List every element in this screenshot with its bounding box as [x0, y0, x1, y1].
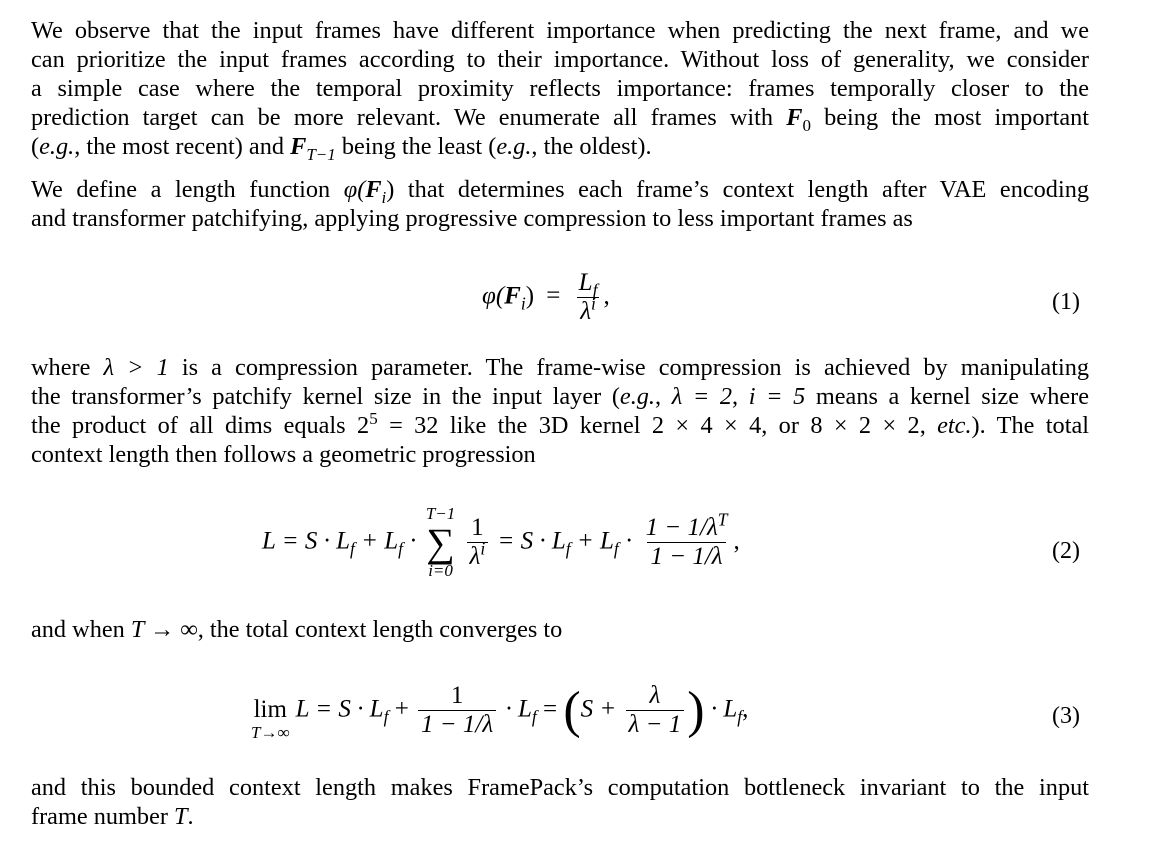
- eq2-summation: [426, 505, 455, 580]
- eq1-F: F: [504, 282, 521, 310]
- eq2-mid: = S · L: [497, 527, 566, 555]
- p2-line-2: and transformer patchifying, applying progressive compression to less important frames as: [31, 205, 913, 232]
- eq3-mid: · L: [505, 695, 532, 723]
- eq3-paren-close: ): [687, 681, 705, 739]
- p3-text: the product of all dims equals: [31, 412, 358, 439]
- p3-text: where: [31, 354, 104, 381]
- eq3-f1-num: 1: [450, 682, 464, 709]
- eg-italic: e.g.: [496, 133, 532, 160]
- math-sub: i: [381, 187, 387, 207]
- eq2-fraction-2: [643, 509, 731, 571]
- p3-text: ,: [655, 383, 672, 410]
- math-kernel: 2 × 4 × 4: [651, 412, 762, 439]
- math-i: i = 5: [748, 383, 806, 410]
- p3-line-3: [31, 408, 1089, 440]
- eq2-sub: f: [613, 538, 619, 559]
- p2-text: that determines each frame’s context length after VAE encoding: [394, 176, 1089, 203]
- p5-line-1: and this bounded context length makes FramePack’s computation bottleneck invariant to the input: [31, 774, 1089, 801]
- eq3-sub: f: [737, 706, 743, 727]
- equation-2-number: (2): [1052, 538, 1080, 564]
- math-F: F: [786, 104, 803, 131]
- equation-3-body: [251, 681, 749, 743]
- equation-3-number: (3): [1052, 703, 1080, 729]
- math-sub: 0: [802, 115, 811, 135]
- eq3-sub: f: [531, 706, 537, 727]
- eq2-f1-den: λ: [469, 543, 481, 571]
- eq2-f1-sup: i: [480, 538, 486, 559]
- eq1-den-sup: i: [591, 293, 596, 314]
- eg-italic: e.g.: [39, 133, 75, 160]
- eq3-fraction-2: [626, 683, 685, 739]
- paragraph-compression: [31, 353, 1089, 469]
- equation-1-body: [482, 270, 610, 326]
- p1-text: (: [31, 133, 40, 160]
- eq3-S-plus: S +: [580, 695, 617, 723]
- eq2-sigma: ∑: [426, 519, 455, 565]
- math-phi: φ(: [343, 176, 366, 203]
- eq1-num-sub: f: [592, 280, 598, 300]
- eq2-plus: + L: [570, 527, 614, 555]
- p1-line-3: a simple case where the temporal proximity reflects importance: frames temporally closer to the: [31, 75, 1089, 102]
- eq3-fraction-1: [418, 683, 496, 739]
- math-sub: T−1: [306, 144, 336, 164]
- eq1-den: λ: [580, 298, 592, 326]
- eq3-plus: +: [388, 695, 409, 723]
- eq2-sub: f: [565, 538, 571, 559]
- math-F: F: [290, 133, 307, 160]
- p1-line-1: We observe that the input frames have different importance when predicting the next frame, and we: [31, 17, 1089, 44]
- eq2-f2-den: 1 − 1/λ: [647, 542, 725, 570]
- eq3-tail: · L: [710, 695, 738, 723]
- p1-line-2: can prioritize the input frames according to their importance. Without loss of generality, we consider: [31, 46, 1089, 73]
- math-kernel: 8 × 2 × 2: [810, 412, 920, 439]
- eq2-sum-bottom: i=0: [428, 560, 453, 580]
- p5-text: .: [187, 803, 194, 830]
- eq3-limit: [251, 696, 290, 741]
- eq2-sub: f: [398, 538, 404, 559]
- paragraph-limit-intro: [31, 615, 1089, 644]
- paragraph-length-function: [31, 175, 1089, 233]
- eq3-paren-open: (: [563, 681, 581, 739]
- eq2-plus: + L: [354, 527, 399, 555]
- eq2-sub: f: [349, 538, 355, 559]
- p3-text: = 32 like the 3D kernel: [377, 412, 652, 439]
- eq1-phi: φ(: [482, 282, 505, 310]
- p3-line-4: context length then follows a geometric progression: [31, 441, 536, 468]
- math-two: 2: [357, 412, 370, 439]
- eq1-num: L: [578, 269, 593, 296]
- math-T: T: [174, 803, 188, 830]
- p1-text: , the oldest).: [531, 133, 652, 160]
- eq3-comma: ,: [742, 695, 749, 723]
- math-sup: 5: [369, 408, 378, 428]
- eq3-f1-den: 1 − 1/λ: [418, 710, 496, 738]
- p4-text: , the total context length converges to: [197, 616, 563, 643]
- eq2-comma: ,: [733, 527, 740, 555]
- paragraph-conclusion: [31, 773, 1089, 831]
- math-lambda: λ = 2: [671, 383, 733, 410]
- eq3-lim: lim: [253, 696, 287, 724]
- eq2-f1-num: 1: [471, 513, 484, 541]
- eq2-lhs: L = S · L: [262, 527, 350, 555]
- equation-2-body: [262, 505, 740, 580]
- p5-line-2: [31, 802, 1089, 831]
- eq2-f2-num: 1 − 1/λ: [645, 513, 718, 541]
- eq1-fraction: [576, 270, 601, 326]
- math-paren: ): [386, 176, 395, 203]
- p1-text: , the most recent) and: [74, 133, 291, 160]
- etc-italic: etc.: [937, 412, 972, 439]
- p2-text: We define a length function: [31, 176, 344, 203]
- eq3-f2-den: λ − 1: [626, 710, 685, 738]
- p3-line-1: [31, 353, 1089, 382]
- eq3-lim-sub: T→∞: [251, 723, 290, 743]
- p4-line-1: [31, 615, 1089, 644]
- math-lambda: λ > 1: [103, 354, 169, 381]
- equation-1-number: (1): [1052, 289, 1080, 315]
- p3-text: ). The total: [971, 412, 1089, 439]
- p1-line-5: [31, 132, 1089, 164]
- eq3-equals: =: [536, 695, 558, 723]
- eq2-dot: ·: [618, 527, 634, 555]
- eq2-dot: ·: [403, 527, 418, 555]
- p3-text: the transformer’s patchify kernel size in the input layer (: [31, 383, 620, 410]
- p3-text: is a compression parameter. The frame-wise compression is achieved by manipulating: [168, 354, 1089, 381]
- p5-text: frame number: [31, 803, 175, 830]
- eq2-sum-top: T−1: [425, 504, 456, 523]
- p3-text: , or: [761, 412, 811, 439]
- p1-text: being the least (: [335, 133, 497, 160]
- p3-text: ,: [919, 412, 938, 439]
- p3-line-2: [31, 382, 1089, 411]
- eq1-paren: ): [525, 282, 535, 310]
- math-T-limit: T → ∞: [130, 616, 198, 643]
- p1-line-4: [31, 103, 1090, 135]
- p3-text: means a kernel size where: [805, 383, 1090, 410]
- p4-text: and when: [31, 616, 131, 643]
- eq3-lhs: L = S · L: [295, 695, 384, 723]
- p1-text: prediction target can be more relevant. We enumerate all frames with: [31, 104, 787, 131]
- math-F: F: [365, 176, 382, 203]
- eq3-sub: f: [383, 706, 389, 727]
- eq1-equals: =: [546, 282, 561, 310]
- p3-text: ,: [732, 383, 749, 410]
- eq1-sub: i: [520, 293, 526, 314]
- eq3-f2-num: λ: [649, 682, 661, 709]
- eq2-f2-sup: T: [717, 509, 728, 530]
- eq1-comma: ,: [603, 282, 610, 310]
- p2-line-1: [31, 175, 1089, 207]
- eg-italic: e.g.: [619, 383, 656, 410]
- eq2-fraction-1: [467, 515, 489, 571]
- paragraph-importance: [31, 16, 1090, 164]
- p1-text: being the most important: [810, 104, 1090, 131]
